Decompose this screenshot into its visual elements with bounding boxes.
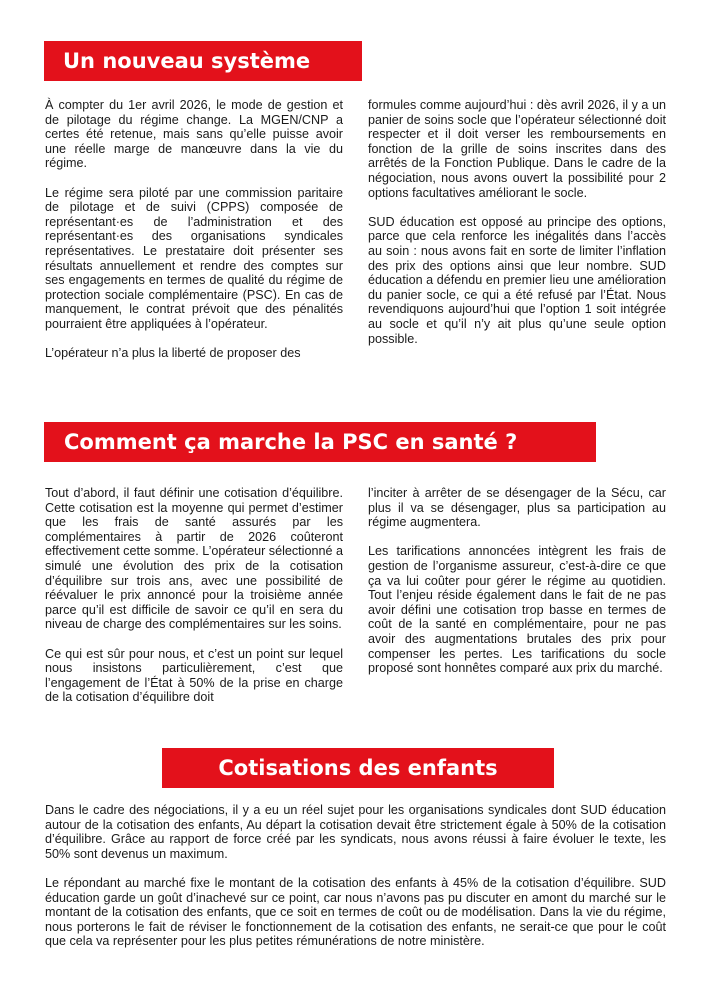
section-title-nouveau-systeme: Un nouveau système [44, 41, 362, 81]
paragraph: Le régime sera piloté par une commission paritaire de pilotage et de suivi (CPPS) composée de représentant·es de l’administration et des représentant·es des organisations syndicales représentatives. Le prestataire doit présenter ses résultats annuellement et rendre des comptes sur ses engagements en termes de qualité du régime de protection sociale complémentaire (PSC). En cas de manquement, le contrat prévoit que des pénalités pourraient être appliquées à l’opérateur. [45, 185, 343, 331]
section-title-cotisations-enfants: Cotisations des enfants [162, 748, 554, 788]
paragraph: formules comme aujourd’hui : dès avril 2026, il y a un panier de soins socle que l’opérateur sélectionné doit respecter et il doit verser les remboursements en fonction de la grille de soins inscrites dans des arrêtés de la Fonction Publique. Dans le cadre de la négociation, nous avons ouvert la possibilité pour 2 options facultatives améliorant le socle. [368, 98, 666, 200]
section-title-psc-sante: Comment ça marche la PSC en santé ? [44, 422, 596, 462]
section-2-right-column [368, 486, 666, 676]
paragraph: SUD éducation est opposé au principe des options, parce que cela renforce les inégalités dans l’accès au soin : nous avons fait en sorte de limiter l’inflation des prix des options ainsi que leur nombre. SUD éducation a défendu en premier lieu une amélioration du panier socle, ce qui a été refusé par l’État. Nous revendiquons aujourd’hui que l’option 1 soit intégrée au socle et qu’il n’y ait plus qu’une seule option possible. [368, 214, 666, 346]
paragraph: À compter du 1er avril 2026, le mode de gestion et de pilotage du régime change. La MGEN/CNP a certes été retenue, mais sans qu’elle puisse avoir une réelle marge de manœuvre dans la vie du régime. [45, 98, 343, 171]
paragraph: Les tarifications annoncées intègrent les frais de gestion de l’organisme assureur, c’est-à-dire ce que ça va lui coûter pour gérer le régime au quotidien. Tout l’enjeu réside également dans le fait de ne pas avoir défini une cotisation trop basse en termes de coût de la santé en complémentaire, pour ne pas avoir des augmentations brutales des prix pour compenser les pertes. Les tarifications du socle proposé sont honnêtes comparé aux prix du marché. [368, 544, 666, 676]
section-3-body [45, 803, 666, 964]
paragraph: Dans le cadre des négociations, il y a eu un réel sujet pour les organisations syndicales dont SUD éducation autour de la cotisation des enfants, Au départ la cotisation devait être strictement égale à 50% de la cotisation d’équilibre. Grâce au rapport de force créé par les syndicats, nous avons réussi à faire évoluer le texte, les 50% sont devenus un maximum. [45, 803, 666, 861]
paragraph: Ce qui est sûr pour nous, et c’est un point sur lequel nous insistons particulièrement, c’est que l’engagement de l’État à 50% de la prise en charge de la cotisation d’équilibre doit [45, 646, 343, 705]
section-1-left-column [45, 98, 343, 361]
paragraph: Le répondant au marché fixe le montant de la cotisation des enfants à 45% de la cotisation d’équilibre. SUD éducation garde un goût d’inachevé sur ce point, car nous n’avons pas pu discuter en amont du marché sur le montant de la cotisation des enfants, que ce soit en termes de coût ou de modélisation. Dans la vie du régime, nous porterons le fait de réviser le fonctionnement de la cotisation des enfants, ne serait-ce que pour le coût que cela va représenter pour les plus petites rémunérations de notre ministère. [45, 875, 666, 949]
paragraph: l’inciter à arrêter de se désengager de la Sécu, car plus il va se désengager, plus sa participation au régime augmentera. [368, 486, 666, 530]
section-2-left-column [45, 486, 343, 705]
paragraph: L’opérateur n’a plus la liberté de proposer des [45, 346, 301, 361]
paragraph: Tout d’abord, il faut définir une cotisation d’équilibre. Cette cotisation est la moyenne qui permet d’estimer que les frais de santé assurés par les complémentaires à partir de 2026 coûteront effectivement cette somme. L’opérateur sélectionné a simulé une évolution des prix de la cotisation d’équilibre sur trois ans, avec une possibilité de réévaluer le prix annoncé pour la troisième année parce qu’il est difficile de savoir ce qu’il en sera du niveau de charge des complémentaires sur les soins. [45, 486, 343, 632]
section-1-right-column [368, 98, 666, 346]
